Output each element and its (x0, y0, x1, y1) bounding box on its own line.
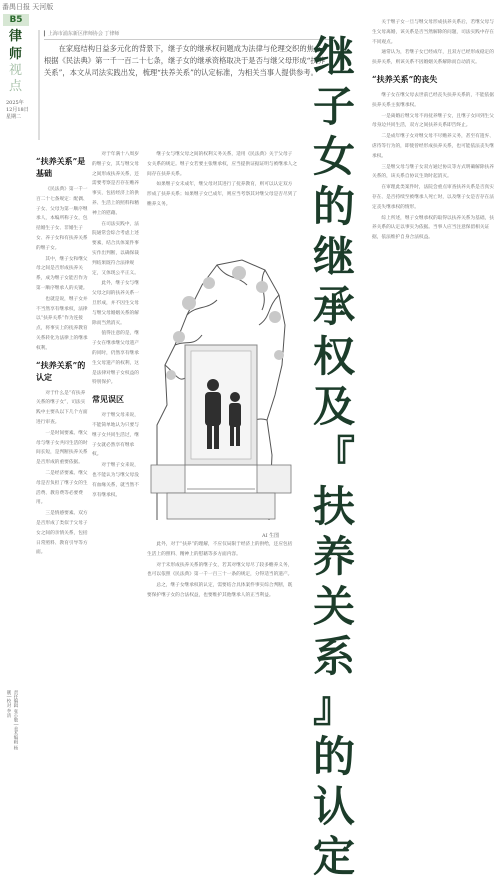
headline-char: 权 (312, 332, 355, 381)
paper-name: 番禺日报 天河版 (2, 3, 54, 11)
article-column-1 (36, 150, 88, 730)
page-number: B5 (3, 14, 29, 26)
column-name-char-light: 视 (9, 63, 23, 78)
paragraph: 对于什么是“有扶养关系的继子女”，司法实践中主要从以下几个方面进行审查。 (36, 390, 88, 425)
illustration (147, 225, 295, 539)
editor-credits: 责任编辑 张小敏 | 美术编辑 杨靓 | 校对 李清 (6, 690, 18, 750)
paragraph: 二是成年继子女对继父母不尽赡养义务，甚至有遗弃、虐待等行为的，即使曾经形成扶养关系，也可能依法丧失继承权。 (372, 134, 494, 159)
article-column-4 (372, 18, 496, 743)
paragraph: 继子女与继父母之间的权利义务关系，适用《民法典》关于父母子女关系的规定。继子女若要主张继承权，应当提供证据证明与被继承人之间存在扶养关系。 (147, 152, 298, 177)
paragraph: 一是时间要素。继父母与继子女共同生活的时间长短，是判断扶养关系是否形成的重要依据。 (36, 430, 88, 466)
column-name-char: 师 (9, 47, 23, 62)
lead-paragraph: 在家庭结构日益多元化的背景下，继子女的继承权问题成为法律与伦理交织的焦点。根据《民法典》第一千一百二十七条，继子女的继承资格取决于是否与继父母形成“扶养关系”，本文从司法实践出发，梳理“扶养关系”的认定标准，为相关当事人提供参考。 (44, 44, 329, 77)
headline-char: 的 (312, 182, 355, 231)
lead-box (38, 30, 331, 140)
article-column-3-bottom (147, 540, 297, 735)
subheading: “扶养关系”的丧失 (372, 73, 438, 84)
issue-date: 2025年12月18日 星期二 (6, 100, 29, 120)
paragraph: 对于继子女来说，也不能认为与继父母没有血缘关系，就当然不享有继承权。 (92, 463, 139, 498)
headline-char: 认 (312, 782, 355, 831)
headline-char: 子 (312, 82, 355, 131)
column-name-char-light: 点 (9, 79, 23, 94)
paragraph: 在审理此类案件时，法院会重点审查扶养关系是否真实存在、是否持续至被继承人死亡时，以及继子女是否存在法定丧失继承权的情形。 (372, 185, 494, 210)
paragraph: 综上所述，继子女继承权的取得以扶养关系为基础，扶养关系的认定以事实为依据。当事人应当注意保留相关证据，依法维护自身合法权益。 (372, 215, 494, 241)
section-tab (3, 14, 29, 126)
subheading: “扶养关系”的认定 (36, 359, 86, 382)
headline-char: 『 (312, 432, 355, 481)
article-column-3-top (147, 150, 297, 222)
headline-char: 及 (312, 382, 355, 431)
paragraph: 如果继子女未成年，继父母对其进行了抚养教育，则可以认定双方形成了扶养关系；如果继子女已成年，则应当考察其对继父母是否尽到了赡养义务。 (147, 182, 298, 207)
headline-char: 女 (312, 132, 355, 181)
headline-char: 的 (312, 732, 355, 781)
headline (301, 32, 367, 881)
headline-char: 系 (312, 632, 355, 681)
headline-char: 』 (312, 682, 355, 731)
paragraph: 此外，继子女与继父母之间的扶养关系一旦形成，并不因生父母与继父母婚姻关系的解除而当然消灭。 (92, 281, 139, 326)
paragraph: 此外，对于“扶养”的理解，不应仅局限于经济上的供给，还应包括生活上的照料、精神上的慰藉等多方面内容。 (147, 542, 293, 557)
subheading: 常见误区 (92, 394, 124, 405)
headline-char: 扶 (312, 482, 355, 531)
paragraph: 关于继子女一旦与继父母形成扶养关系后，若继父母与生父母离婚，该关系是否当然解除的问题，司法实践中存在不同观点。 (372, 20, 494, 45)
headline-char: 关 (312, 582, 355, 631)
article-column-2 (92, 150, 142, 730)
column-name-char: 律 (9, 29, 23, 44)
paragraph: 总之，继子女继承权的认定，需要结合具体案件事实综合判断，既要保护继子女的合法权益，也要维护其他继承人的正当利益。 (147, 583, 293, 598)
paragraph: 在司法实践中，法院通常会综合考虑上述要素，结合具体案件事实作出判断，以确保裁判结果既符合法律规定，又体现公平正义。 (92, 221, 139, 276)
paragraph: 二是经济要素。继父母是否负担了继子女的生活费、教育费等必要费用。 (36, 470, 88, 506)
paragraph: 一是离婚后继父母不再抚养继子女，且继子女回到生父母身边共同生活，双方之间扶养关系即告终止。 (372, 113, 494, 129)
subheading: “扶养关系”是基础 (36, 156, 86, 178)
paragraph: 通常认为，若继子女已经成年，且双方已经形成稳定的扶养关系，则该关系不因婚姻关系解除而自动消灭。 (372, 50, 494, 66)
headline-char: 定 (312, 832, 355, 881)
paragraph: 继子女在继父母去世前已经丧失扶养关系的，不能依据扶养关系主张继承权。 (372, 92, 494, 108)
paragraph: 对于继父母来说，不能简单地认为只要与继子女共同生活过，继子女就必然享有继承权。 (92, 413, 139, 458)
headline-char: 养 (312, 532, 355, 581)
paragraph: 也就是说，继子女并不当然享有继承权，法律以“扶养关系”作为连接点，将事实上的抚养教育关系转化为法律上的继承权利。 (36, 296, 88, 351)
author-line: ▎上海市浦东新区律师协会 丁律师 (44, 30, 331, 40)
image-credit: AI 生图 (262, 533, 280, 539)
headline-char: 继 (312, 32, 355, 81)
paragraph: 对于未形成扶养关系的继子女，若其对继父母尽了较多赡养义务，也可以依照《民法典》第一千一百三十一条的规定，分得适当的遗产。 (147, 562, 293, 578)
paragraph: 三是情感要素。双方是否形成了类似于父母子女之间的亲情关系，包括日常照料、教育引导等方面。 (36, 511, 88, 556)
masthead (0, 0, 500, 14)
paragraph: 值得注意的是，继子女在继承继父母遗产的同时，仍然享有继承生父母遗产的权利，这是法律对继子女权益的特别保护。 (92, 331, 139, 386)
paragraph: 对于年满十八周岁的继子女，其与继父母之间形成扶养关系，还需要考察是否存在赡养事实，包括经济上的供养、生活上的照料和精神上的慰藉。 (92, 152, 139, 216)
paragraph: 三是继父母与继子女双方通过协议等方式明确解除扶养关系的，该关系自协议生效时起消灭。 (372, 164, 494, 180)
headline-char: 承 (312, 282, 355, 331)
family-illustration (147, 225, 295, 525)
paragraph: 《民法典》第一千一百二十七条规定：配偶、子女、父母为第一顺序继承人，本编所称子女，包括婚生子女、非婚生子女、养子女和有扶养关系的继子女。 (36, 187, 88, 251)
paragraph: 其中，继子女和继父母之间是否形成扶养关系，成为继子女能否作为第一顺序继承人的关键。 (36, 256, 88, 291)
headline-char: 继 (312, 232, 355, 281)
